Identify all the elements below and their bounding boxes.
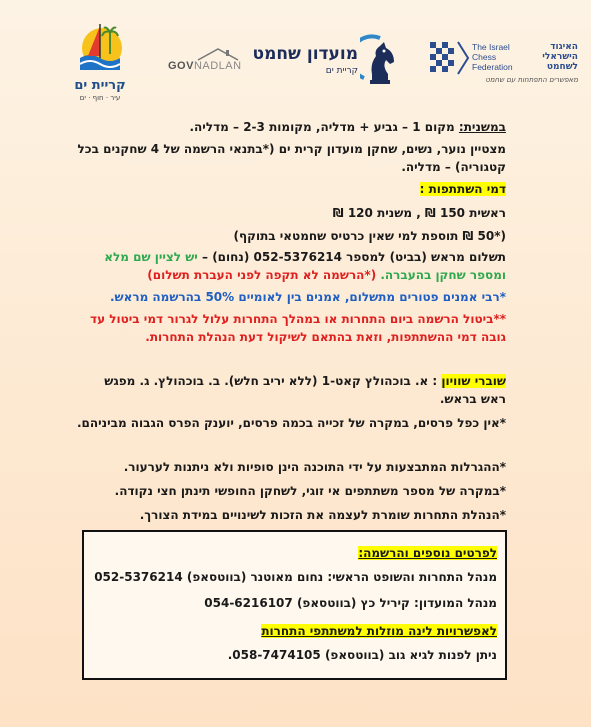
kiryat-yam-tagline: עיר · חוף · ים [79,94,121,102]
rule-pairings-final: *ההגרלות המתבצעות על ידי התוכנה הינן סופיות ולא ניתנות לערעור. [123,460,506,474]
contact-box [82,530,507,680]
details-heading: לפרטים נוספים והרשמה: [358,546,497,560]
secondary-prizes-label: במשנית: [458,120,506,134]
federation-name-english: The Israel Chess Federation [472,42,513,72]
director-contact: מנהל התחרות והשופט הראשי: נחום מאוטנר (בווטסאפ) 052-5376214 [94,570,497,584]
fees-heading-row [76,180,506,198]
govnadlan-wordmark: GOVNADLAN [168,60,242,72]
lodging-contact: ניתן לפנות לגיא גוב (בווטסאפ) 058-7474105. [227,648,497,662]
kiryat-yam-emblem-icon [70,18,130,78]
chess-club-name: מועדון שחמט [252,44,358,64]
payment-text: תשלום מראש (בביט) למספר 052-5376214 (נחום) – [197,250,506,264]
secondary-prizes-text: מקום 1 – גביע + מדליה, מקומות 2-3 – מדליה. [189,120,459,134]
fees-amounts: ראשית 150 ₪ , משנית 120 ₪ [332,206,506,220]
chess-club-city: קריית ים [325,66,358,76]
details-heading-row [92,544,497,562]
special-prizes: מצטיין נוער, נשים, שחקן מועדון קרית ים (*בתנאי הרשמה של 4 שחקנים בכל קטגוריה) – מדליה. [77,142,506,174]
tiebreak-label: שוברי שוויון [441,374,506,388]
kiryat-yam-name: קריית ים [74,78,126,93]
masters-exemption-note: *רבי אמנים פטורים מתשלום, אמנים בין לאומיים 50% בהרשמה מראש. [109,290,506,304]
govnadlan-logo [168,46,248,80]
fees-heading: דמי השתתפות : [419,182,506,196]
payment-name-note: יש לציין שם מלא ומספר שחקן בהעברה. [104,250,506,282]
club-manager-contact: מנהל המועדון: קיריל כץ (בווטסאפ) 054-6216107 [204,596,497,610]
tiebreak-rules [76,372,506,408]
chess-club-logo [252,34,402,86]
rule-odd-players: *במקרה של מספר משתתפים אי זוגי, לשחקן החופשי תינתן חצי נקודה. [114,484,506,498]
lodging-heading: לאפשרויות לינה מוזלות למשתתפי התחרות [261,624,497,638]
payment-instructions [76,248,506,284]
federation-name-hebrew: האיגוד הישראלי לשחמט [542,42,578,72]
federation-slogan: מאפשרים התפתחות עם שחמט [485,76,578,84]
secondary-prizes [76,118,506,136]
cancellation-note: **ביטול הרשמה ביום התחרות או במהלך התחרות עלול לגרור דמי ביטול עד גובה דמי ההשתתפות, וזאת בהתאם לשיקול דעת הנהלת התחרות. [90,312,506,344]
knight-icon [360,34,402,86]
rule-changes-reserved: *הנהלת התחרות שומרת לעצמה את הזכות לשינויים במידת הצורך. [139,508,506,522]
payment-validity-note: (*הרשמה לא תקפה לפני העברת תשלום) [147,268,381,282]
federation-emblem-icon [428,38,470,78]
israel-chess-federation-logo [428,38,578,88]
lodging-heading-row [92,622,497,640]
tiebreak-text: : א. בוכהולץ קאט-1 (ללא יריב חלש). ב. בוכהולץ. ג. מפגש ראש בראש. [104,374,506,406]
extra-fee-note: (*50 ₪ תוספת למי שאין כרטיס שחמטאי בתוקף) [233,229,506,243]
kiryat-yam-logo [70,18,130,102]
rule-no-double-prizes: *אין כפל פרסים, במקרה של זכייה בכמה פרסים, יוענק הפרס הגבוה מביניהם. [76,416,506,430]
